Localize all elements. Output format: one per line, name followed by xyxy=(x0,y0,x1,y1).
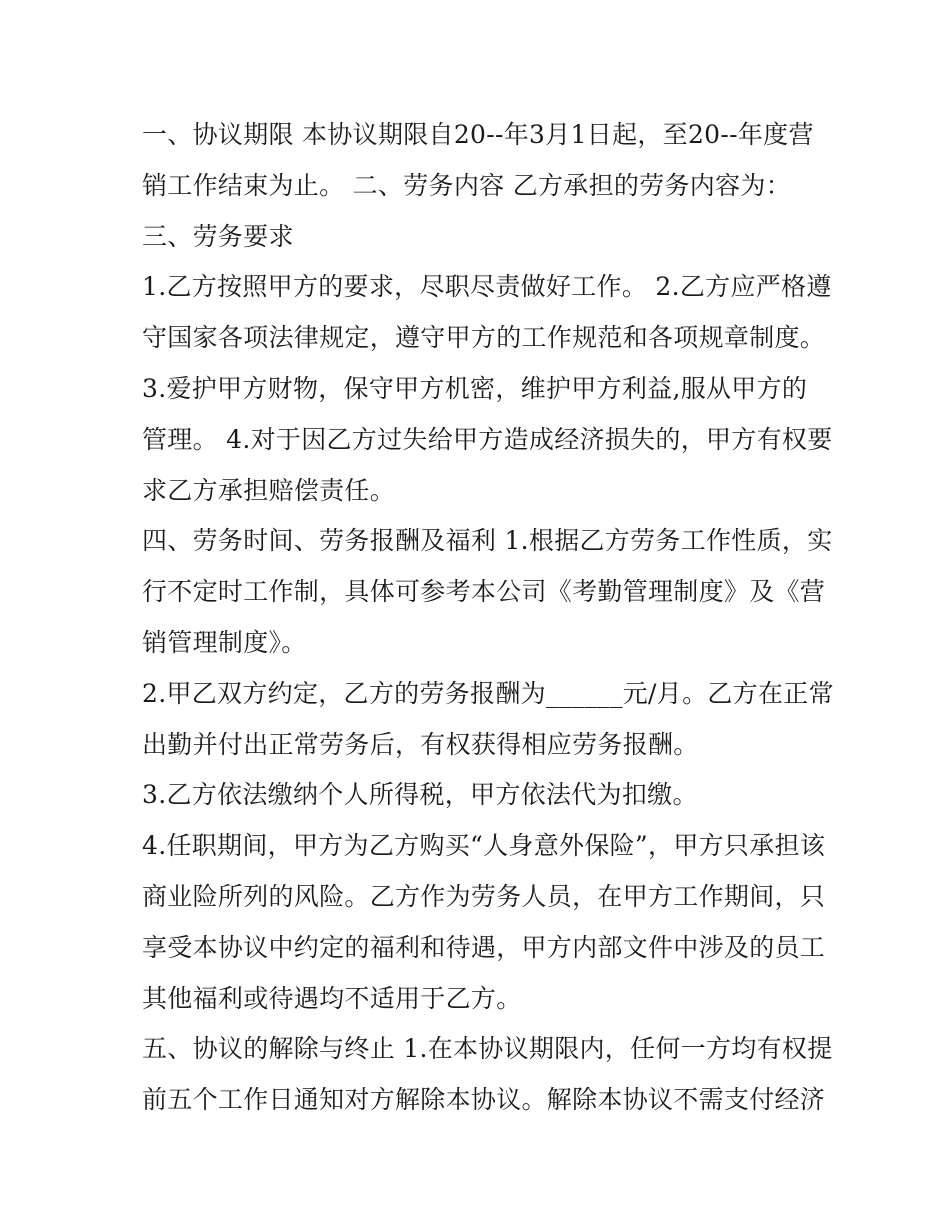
text-line: 其他福利或待遇均不适用于乙方。 xyxy=(142,983,522,1013)
text-line: 前五个工作日通知对方解除本协议。解除本协议不需支付经济 xyxy=(142,1085,826,1115)
text-line: 三、劳务要求 xyxy=(142,221,294,251)
text-line: 4.任职期间，甲方为乙方购买“人身意外保险”，甲方只承担该 xyxy=(142,831,826,861)
document-body xyxy=(142,110,834,1126)
text-line: 销管理制度》。 xyxy=(142,627,307,657)
text-line: 销工作结束为止。 二、劳务内容 乙方承担的劳务内容为： xyxy=(142,170,791,200)
text-line: 行不定时工作制，具体可参考本公司《考勤管理制度》及《营 xyxy=(142,577,826,607)
text-line: 管理。 4.对于因乙方过失给甲方造成经济损失的，甲方有权要 xyxy=(142,424,833,454)
text-line: 1.乙方按照甲方的要求，尽职尽责做好工作。 2.乙方应严格遵 xyxy=(142,272,832,302)
text-line: 求乙方承担赔偿责任。 xyxy=(142,475,396,505)
text-line: 3.乙方依法缴纳个人所得税，甲方依法代为扣缴。 xyxy=(142,780,698,810)
text-line: 享受本协议中约定的福利和待遇，甲方内部文件中涉及的员工 xyxy=(142,932,826,962)
text-line: 出勤并付出正常劳务后，有权获得相应劳务报酬。 xyxy=(142,729,699,759)
text-line: 2.甲乙双方约定，乙方的劳务报酬为______元/月。乙方在正常 xyxy=(142,678,834,708)
text-line: 3.爱护甲方财物，保守甲方机密，维护甲方利益,服从甲方的 xyxy=(142,373,808,403)
text-line: 五、协议的解除与终止 1.在本协议期限内，任何一方均有权提 xyxy=(142,1034,833,1064)
text-line: 守国家各项法律规定，遵守甲方的工作规范和各项规章制度。 xyxy=(142,323,826,353)
text-line: 四、劳务时间、劳务报酬及福利 1.根据乙方劳务工作性质，实 xyxy=(142,526,833,556)
text-line: 商业险所列的风险。乙方作为劳务人员，在甲方工作期间，只 xyxy=(142,881,826,911)
text-line: 一、协议期限 本协议期限自20--年3月1日起，至20--年度营 xyxy=(142,120,814,149)
